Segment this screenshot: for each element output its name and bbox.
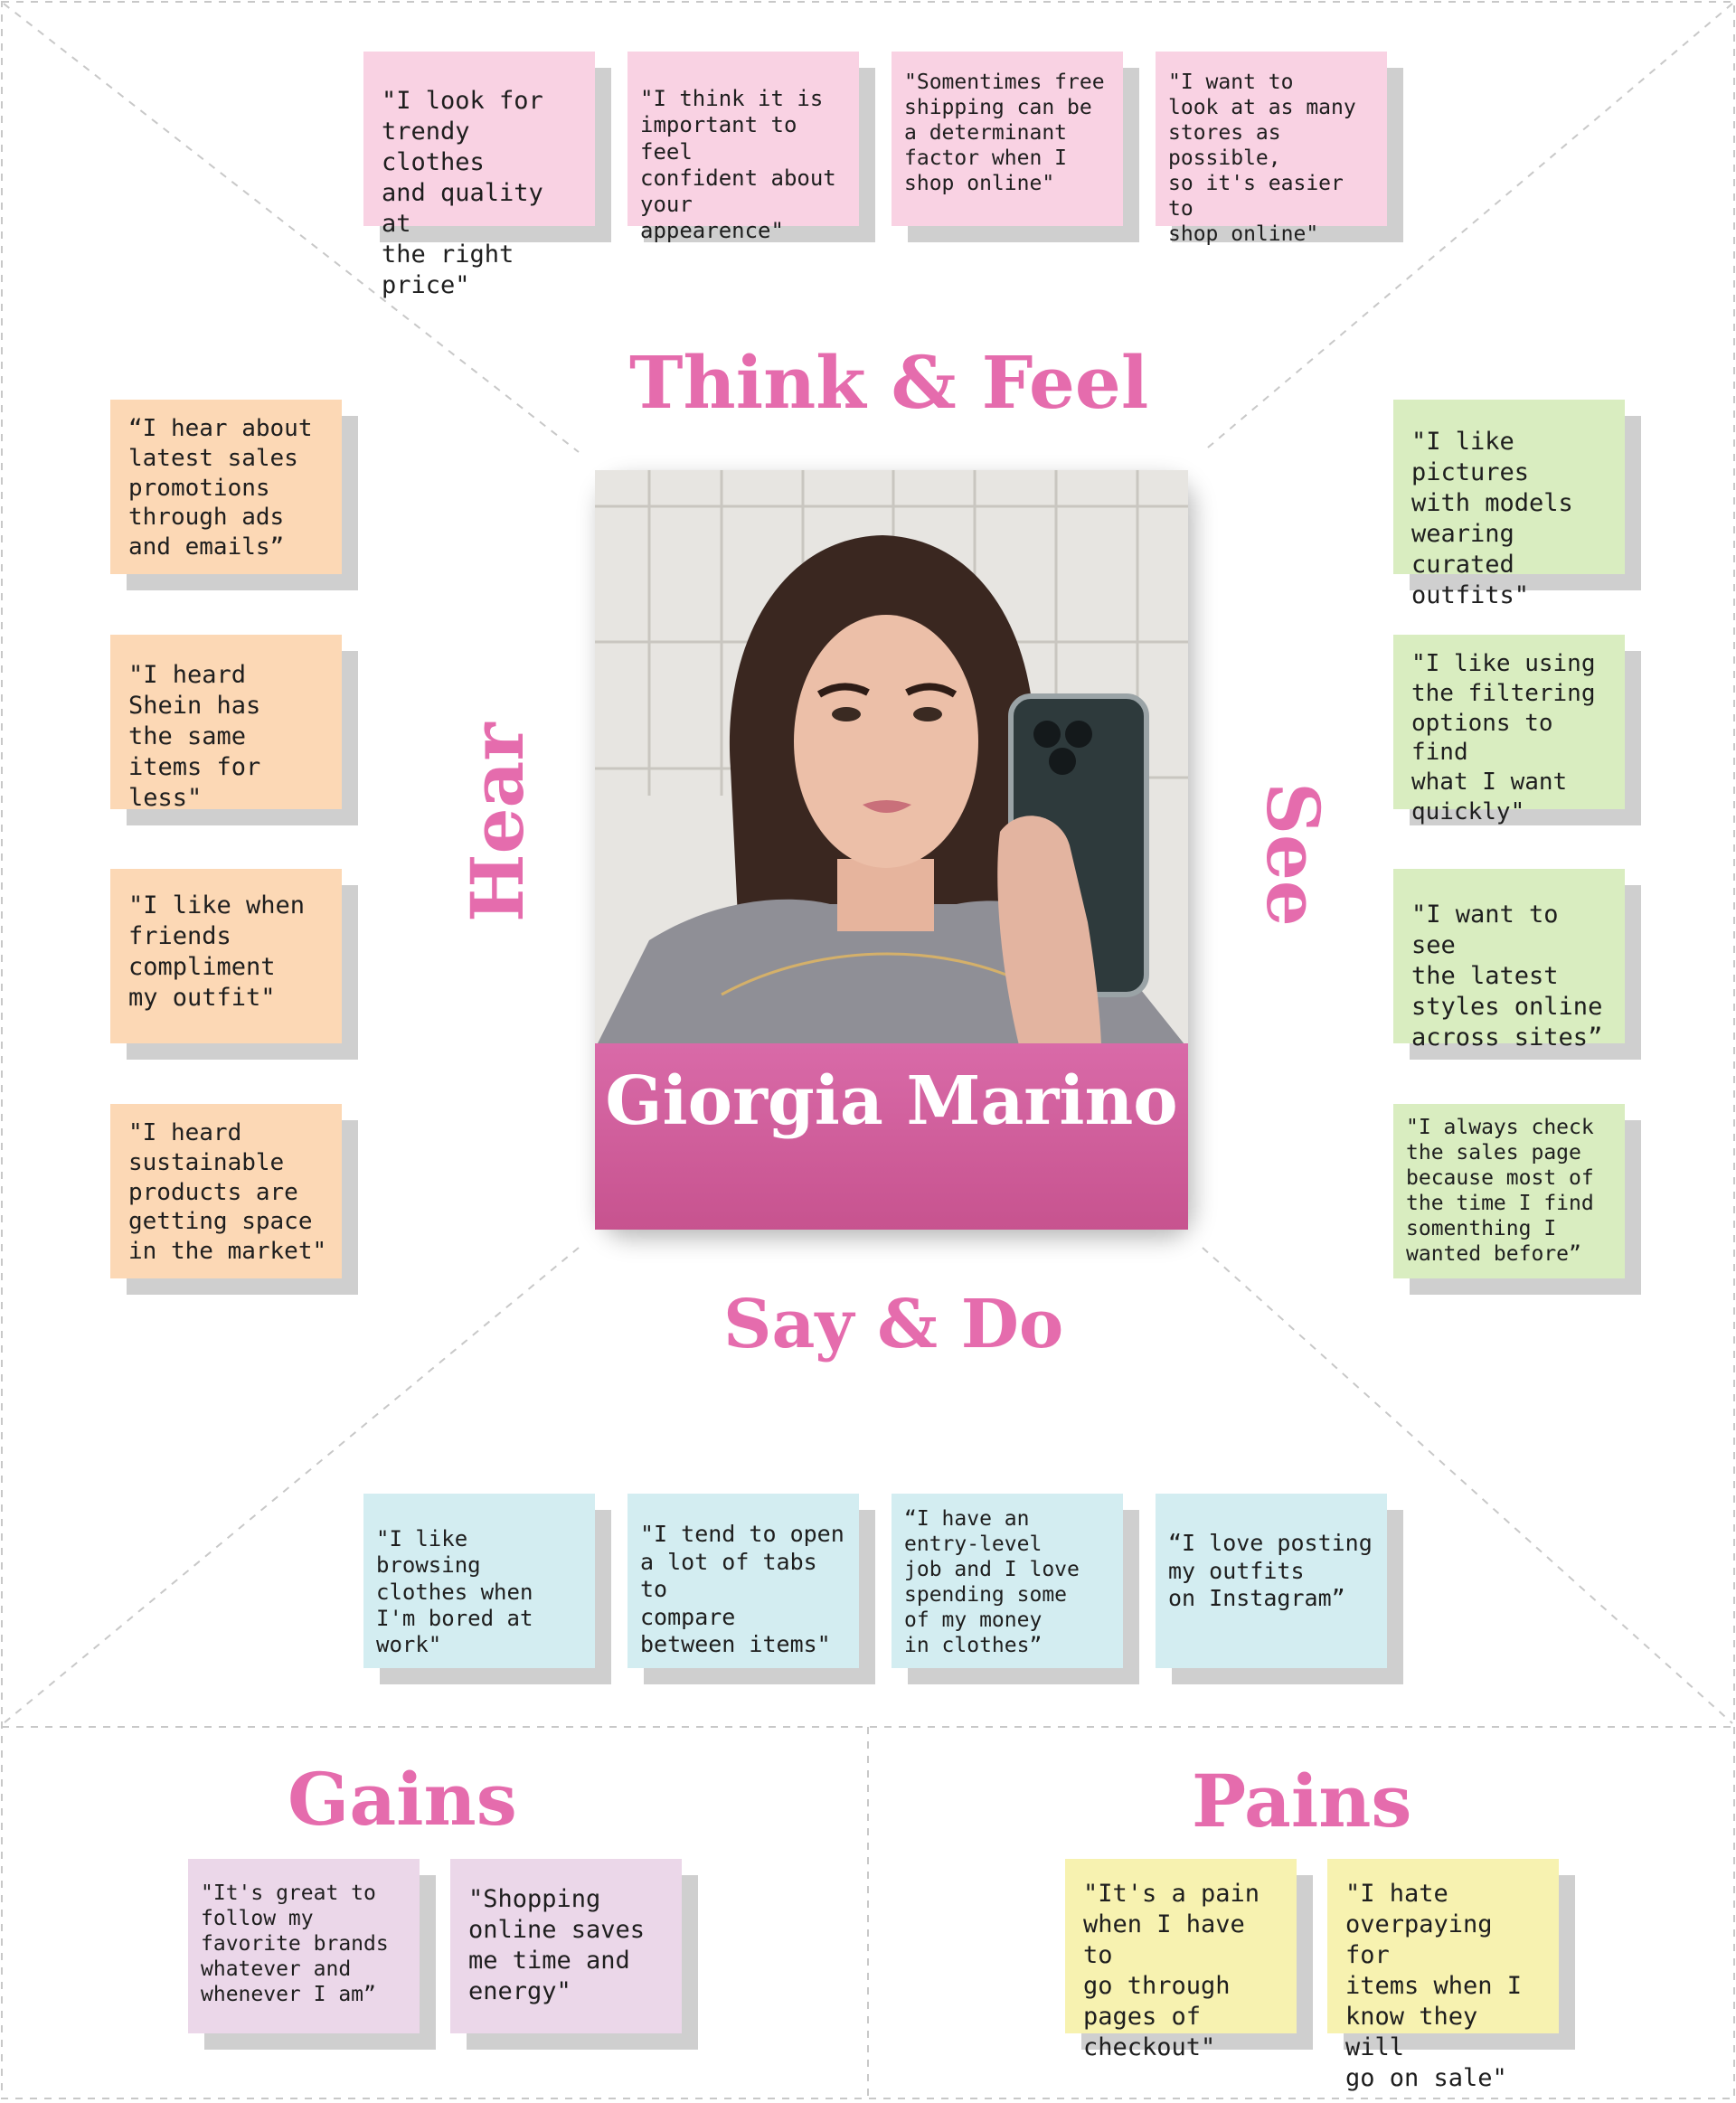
think-feel-note-2: "I think it is important to feel confident about your appearence" [627, 52, 859, 226]
say-do-note-4: “I love posting my outfits on Instagram” [1156, 1494, 1387, 1668]
hear-note-2: "I heard Shein has the same items for less" [110, 635, 342, 809]
think-feel-note-3: "Somentimes free shipping can be a determinant factor when I shop online" [892, 52, 1123, 226]
see-title: See [1250, 782, 1335, 927]
persona-name: Giorgia Marino [605, 1062, 1178, 1140]
gains-note-1: "It's great to follow my favorite brands whatever and whenever I am” [188, 1859, 420, 2033]
say-do-note-3: “I have an entry-level job and I love spending some of my money in clothes” [892, 1494, 1123, 1668]
persona-photo [595, 470, 1188, 1049]
think-feel-note-4: "I want to look at as many stores as possible, so it's easier to shop online" [1156, 52, 1387, 226]
hear-title: Hear [455, 722, 540, 922]
pains-note-2: "I hate overpaying for items when I know they will go on sale" [1327, 1859, 1559, 2033]
face [794, 615, 978, 868]
persona-card [595, 470, 1188, 1230]
hear-note-1: “I hear about latest sales promotions through ads and emails” [110, 400, 342, 574]
pains-title: Pains [1192, 1759, 1412, 1844]
gains-note-2: "Shopping online saves me time and energy" [450, 1859, 682, 2033]
pains-note-1: "It's a pain when I have to go through pages of checkout" [1065, 1859, 1297, 2033]
see-note-4: "I always check the sales page because most of the time I find somenthing I wanted before” [1393, 1104, 1625, 1278]
neck [837, 859, 934, 931]
see-note-2: "I like using the filtering options to find what I want quickly" [1393, 635, 1625, 809]
say-do-note-2: "I tend to open a lot of tabs to compare between items" [627, 1494, 859, 1668]
hear-note-3: "I like when friends compliment my outfit" [110, 869, 342, 1043]
hear-note-4: "I heard sustainable products are getting space in the market" [110, 1104, 342, 1278]
think-feel-title: Think & Feel [629, 340, 1149, 425]
say-do-title: Say & Do [723, 1286, 1064, 1363]
think-feel-note-1: "I look for trendy clothes and quality at the right price" [363, 52, 595, 226]
see-note-1: "I like pictures with models wearing curated outfits" [1393, 400, 1625, 574]
gains-title: Gains [288, 1757, 517, 1842]
see-note-3: "I want to see the latest styles online across sites” [1393, 869, 1625, 1043]
say-do-note-1: "I like browsing clothes when I'm bored at work" [363, 1494, 595, 1668]
